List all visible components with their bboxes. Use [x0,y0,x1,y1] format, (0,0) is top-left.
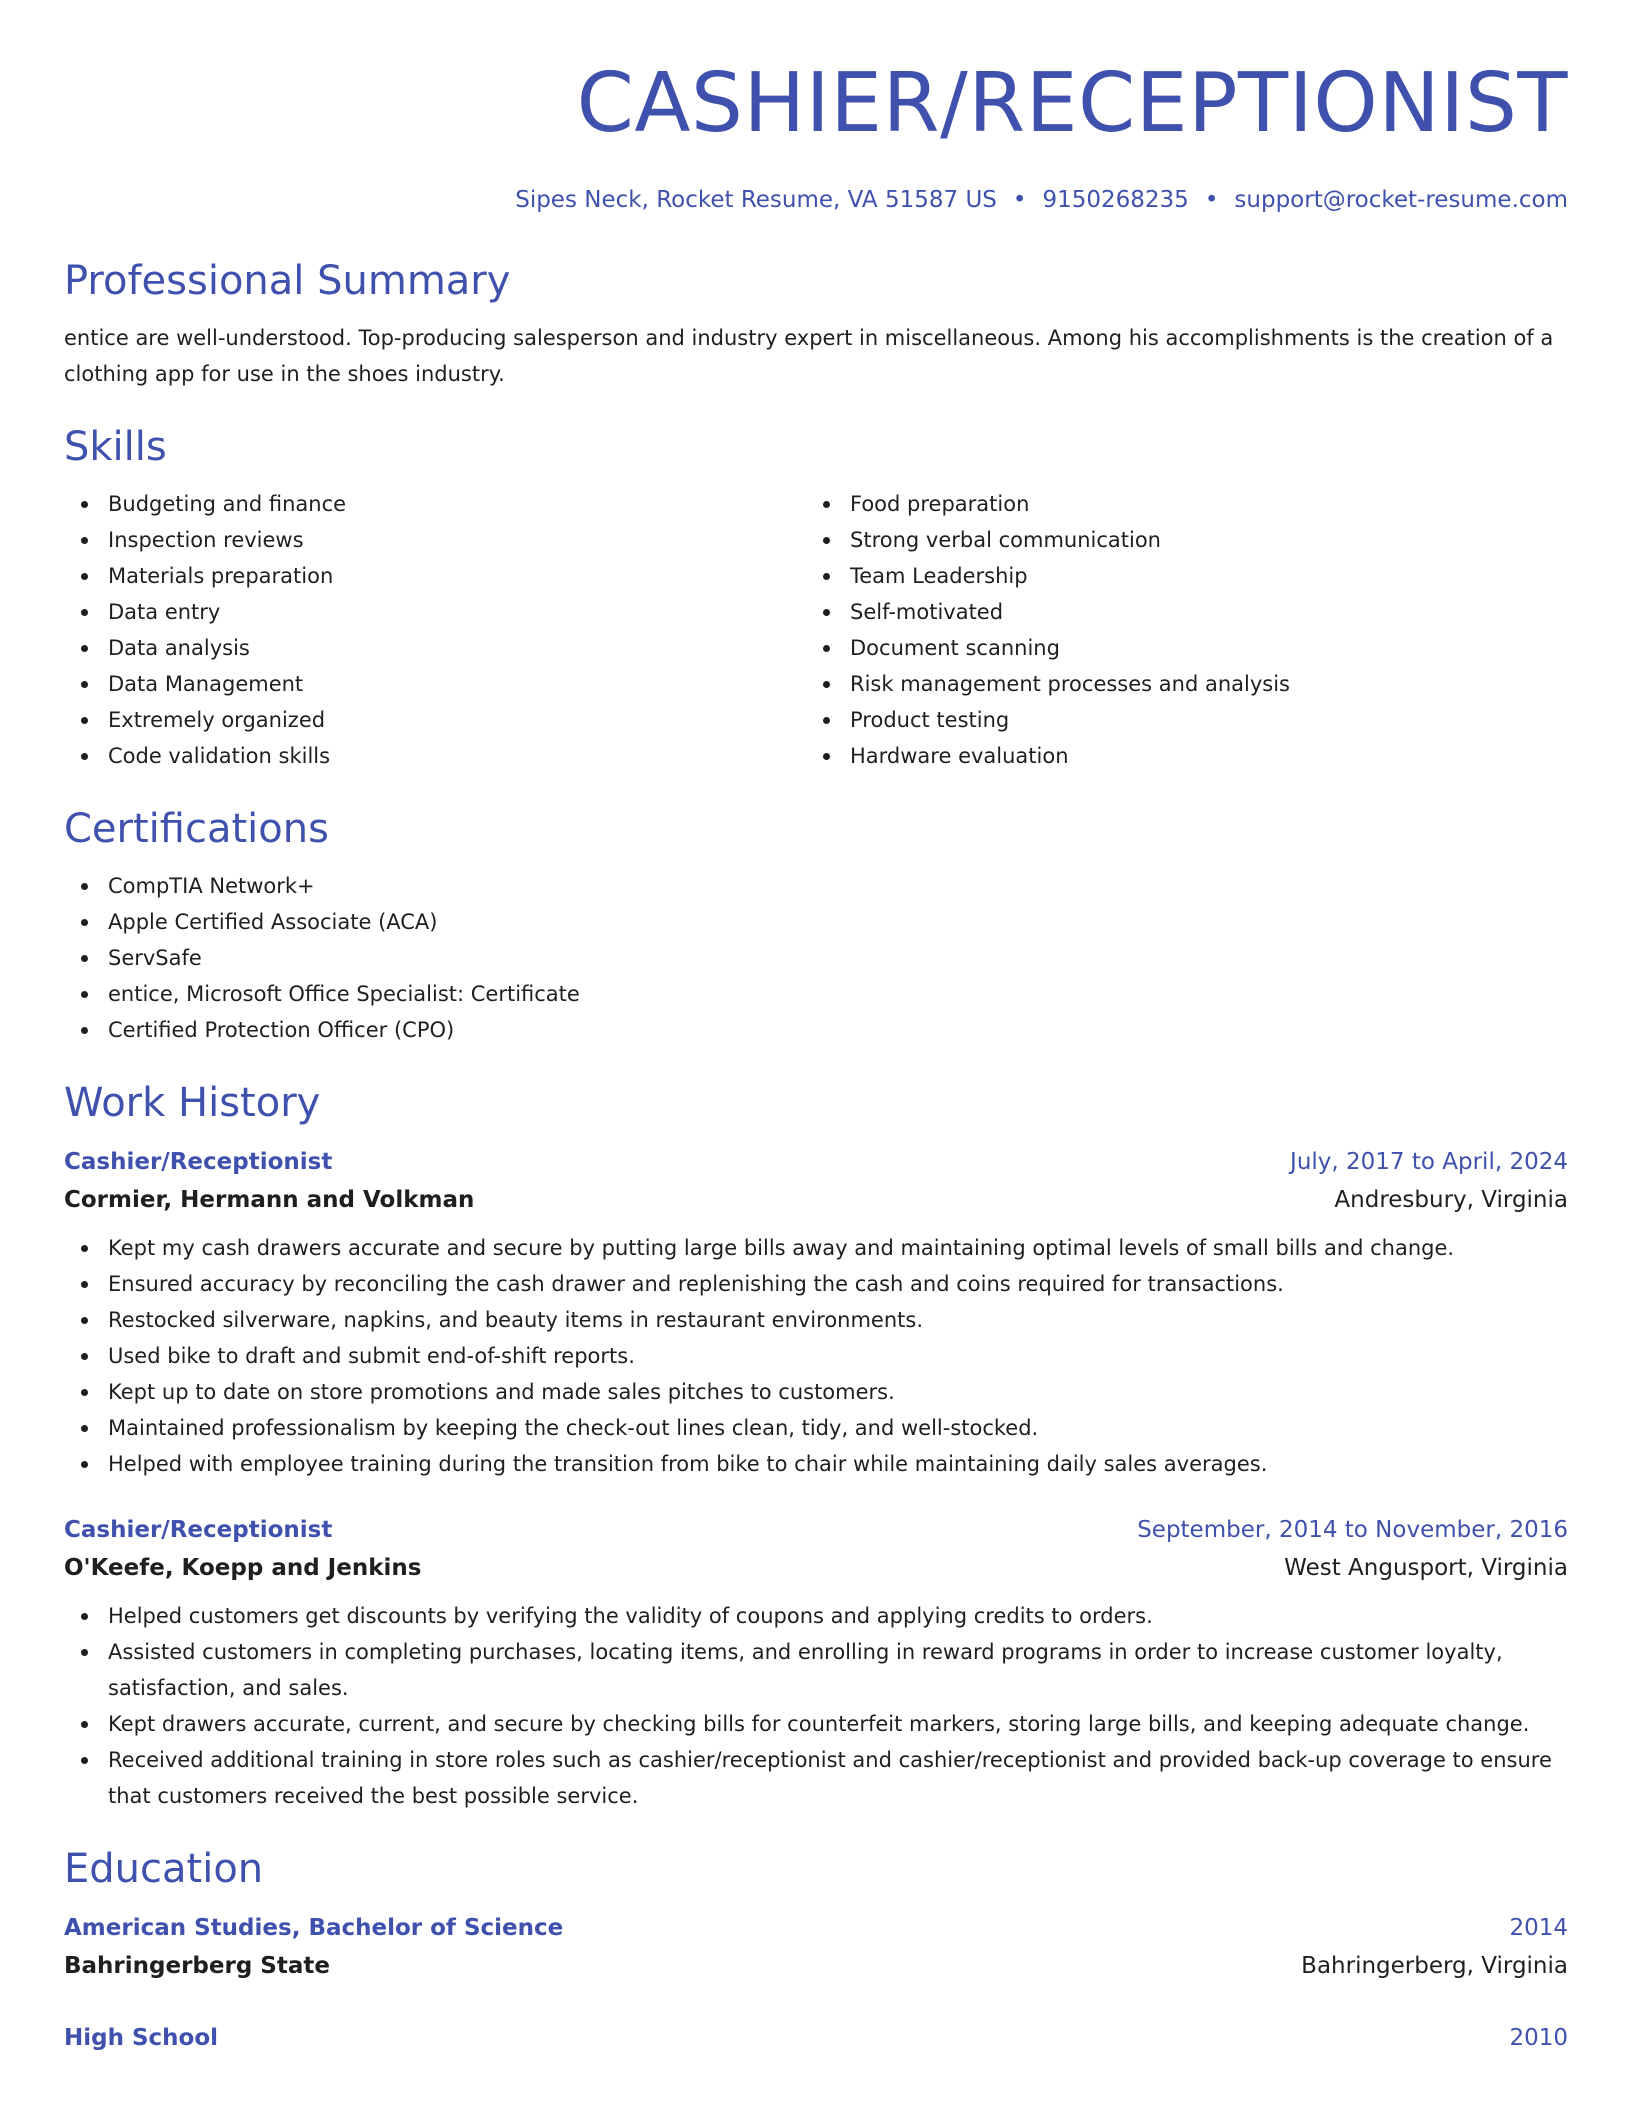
job-subheader [64,1552,1568,1584]
education-entry [64,2022,1568,2054]
skill-item: Budgeting and finance [64,486,806,522]
skill-item: Food preparation [806,486,1548,522]
certifications-list [64,868,1568,1048]
contact-separator: • [1204,187,1219,213]
contact-phone: 9150268235 [1042,187,1189,213]
job-duty: Assisted customers in completing purchases, locating items, and enrolling in reward programs in order to increase customer loyalty, satisfaction, and sales. [64,1634,1568,1706]
certification-item: entice, Microsoft Office Specialist: Certificate [64,976,1568,1012]
job-duty: Kept drawers accurate, current, and secure by checking bills for counterfeit markers, storing large bills, and keeping adequate change. [64,1706,1568,1742]
candidate-title: CASHIER/RECEPTIONIST [576,56,1568,151]
skill-item: Inspection reviews [64,522,806,558]
skills-list-right [806,486,1548,774]
education-degree: American Studies, Bachelor of Science [64,1915,564,1941]
resume-page [64,0,1568,2054]
job-duty: Used bike to draft and submit end-of-shift reports. [64,1338,1568,1374]
certification-item: ServSafe [64,940,1568,976]
education-header [64,1912,1568,1944]
education-year: 2010 [1509,2025,1568,2051]
job-duty: Received additional training in store roles such as cashier/receptionist and cashier/receptionist and provided back-up coverage to ensure that customers received the best possible service. [64,1742,1568,1814]
job-company: O'Keefe, Koepp and Jenkins [64,1555,422,1581]
education-heading: Education [64,1846,264,1892]
education-subheader [64,1950,1568,1982]
job-entry [64,1514,1568,1814]
skill-item: Extremely organized [64,702,806,738]
education-header [64,2022,1568,2054]
work-history-heading: Work History [64,1080,321,1126]
job-duties [64,1598,1568,1814]
skill-item: Data analysis [64,630,806,666]
education-location: Bahringerberg, Virginia [1301,1953,1568,1979]
job-duty: Maintained professionalism by keeping the check-out lines clean, tidy, and well-stocked. [64,1410,1568,1446]
job-duty: Kept up to date on store promotions and made sales pitches to customers. [64,1374,1568,1410]
education-school: Bahringerberg State [64,1953,330,1979]
certification-item: Apple Certified Associate (ACA) [64,904,1568,940]
job-header [64,1514,1568,1546]
job-duties [64,1230,1568,1482]
education-degree: High School [64,2025,219,2051]
job-dates: July, 2017 to April, 2024 [1290,1149,1568,1175]
job-header [64,1146,1568,1178]
skill-item: Strong verbal communication [806,522,1548,558]
job-location: Andresbury, Virginia [1334,1187,1568,1213]
job-duty: Ensured accuracy by reconciling the cash drawer and replenishing the cash and coins required for transactions. [64,1266,1568,1302]
education-year: 2014 [1509,1915,1568,1941]
job-company: Cormier, Hermann and Volkman [64,1187,475,1213]
skills-grid [64,486,1568,774]
job-dates: September, 2014 to November, 2016 [1137,1517,1568,1543]
skill-item: Document scanning [806,630,1548,666]
skill-item: Hardware evaluation [806,738,1548,774]
job-duty: Helped with employee training during the transition from bike to chair while maintaining daily sales averages. [64,1446,1568,1482]
skills-heading: Skills [64,424,167,470]
skills-list-left [64,486,806,774]
skill-item: Code validation skills [64,738,806,774]
certifications-heading: Certifications [64,806,329,852]
job-role: Cashier/Receptionist [64,1149,333,1175]
job-role: Cashier/Receptionist [64,1517,333,1543]
job-location: West Angusport, Virginia [1284,1555,1568,1581]
skill-item: Self-motivated [806,594,1548,630]
skill-item: Team Leadership [806,558,1548,594]
job-duty: Restocked silverware, napkins, and beauty items in restaurant environments. [64,1302,1568,1338]
contact-line [64,185,1568,215]
job-subheader [64,1184,1568,1216]
skill-item: Risk management processes and analysis [806,666,1548,702]
contact-separator: • [1012,187,1027,213]
summary-heading: Professional Summary [64,258,511,304]
skill-item: Data entry [64,594,806,630]
contact-address: Sipes Neck, Rocket Resume, VA 51587 US [515,187,997,213]
skill-item: Materials preparation [64,558,806,594]
education-entry [64,1912,1568,1982]
job-duty: Kept my cash drawers accurate and secure by putting large bills away and maintaining optimal levels of small bills and change. [64,1230,1568,1266]
skill-item: Product testing [806,702,1548,738]
certification-item: CompTIA Network+ [64,868,1568,904]
certification-item: Certified Protection Officer (CPO) [64,1012,1568,1048]
job-entry [64,1146,1568,1482]
contact-email: support@rocket-resume.com [1234,187,1568,213]
summary-text: entice are well-understood. Top-producing salesperson and industry expert in miscellaneous. Among his accomplishments is the creation of a clothing app for use in the shoes industry. [64,326,1554,386]
skill-item: Data Management [64,666,806,702]
job-duty: Helped customers get discounts by verifying the validity of coupons and applying credits to orders. [64,1598,1568,1634]
